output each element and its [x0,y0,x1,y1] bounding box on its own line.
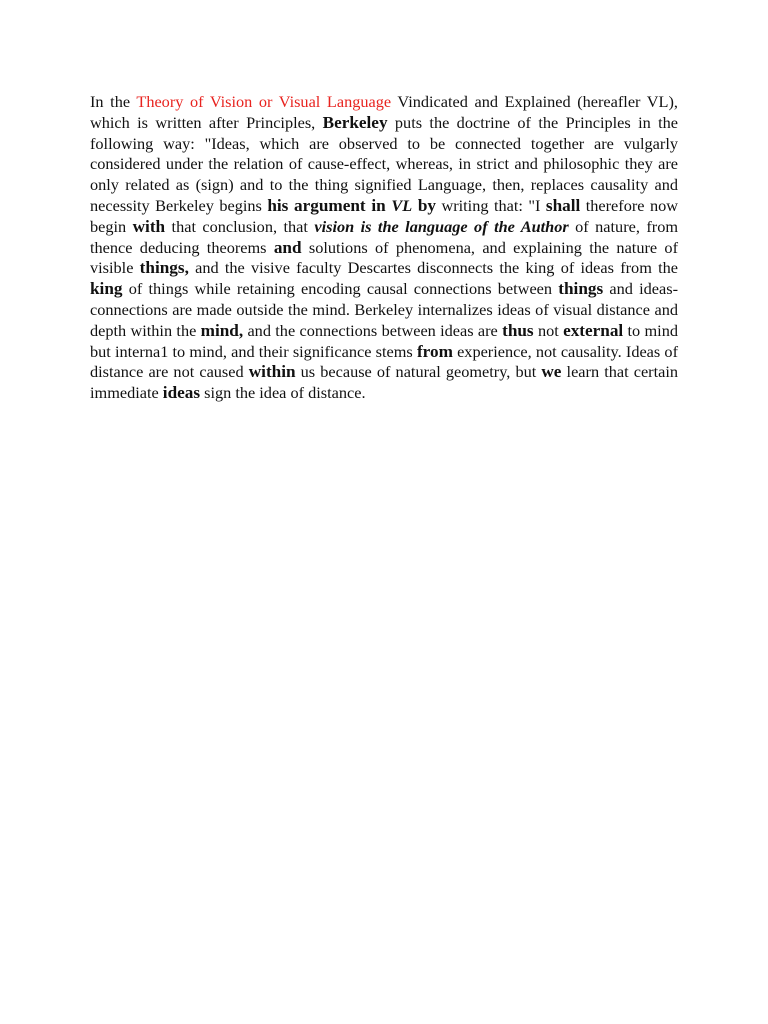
body-paragraph [90,92,678,404]
body-text: In the [90,92,137,111]
body-text: and the visive faculty Descartes disconnects the king of ideas from the [188,258,679,278]
emphasized-text: things [558,279,604,299]
body-text: solutions of phenomena, and explaining the nature of visible [90,237,678,278]
document-page [90,92,678,404]
body-text: and the connections between ideas are [243,320,503,340]
emphasized-text: king [90,279,123,299]
emphasized-text: with [132,216,166,236]
emphasized-text: VL [391,195,413,215]
emphasized-text: by [412,195,436,215]
emphasized-text: things, [139,258,189,278]
emphasized-text: Berkeley [322,112,388,132]
emphasized-text: vision is the language of the Author [314,216,569,236]
body-text: that conclusion, that [165,216,315,236]
body-text: puts the doctrine of the Principles in the following way: "Ideas, which are observed to be connected together are vulgarly considered under the relation of cause-effect, whereas, in strict and philosophic they are only related as (sign) and to the thing signified Language, then, replaces causality and necessity Berkeley begins [90,112,679,215]
emphasized-text: we [541,362,562,382]
highlighted-title-text: Theory of Vision or Visual Language [136,92,392,111]
emphasized-text: external [563,320,624,340]
body-text: sign the idea of distance. [200,383,366,403]
emphasized-text: thus [502,320,534,340]
emphasized-text: and [273,237,302,257]
body-text: not [533,320,564,340]
body-text: and ideas-connections are made outside the mind. Berkeley internalizes ideas of visual distance and depth within the [90,279,678,340]
body-text: therefore now begin [90,195,678,236]
body-text: of nature, from thence deducing theorems [90,216,679,257]
emphasized-text: mind, [200,320,244,340]
emphasized-text: within [248,362,296,382]
emphasized-text: his argument in [267,195,392,215]
emphasized-text: from [416,341,453,361]
body-text: experience, not causality. Ideas of distance are not caused [90,341,678,382]
emphasized-text: shall [545,195,581,215]
body-text: writing that: "I [436,195,546,215]
body-text: Vindicated and Explained (hereafler VL), which is written after Principles, [90,92,678,132]
emphasized-text: ideas [162,383,201,403]
body-text: of things while retaining encoding causal connections between [122,279,559,299]
body-text: learn that certain immediate [90,362,679,403]
body-text: to mind but interna1 to mind, and their significance stems [90,320,678,361]
body-text: us because of natural geometry, but [295,362,542,382]
